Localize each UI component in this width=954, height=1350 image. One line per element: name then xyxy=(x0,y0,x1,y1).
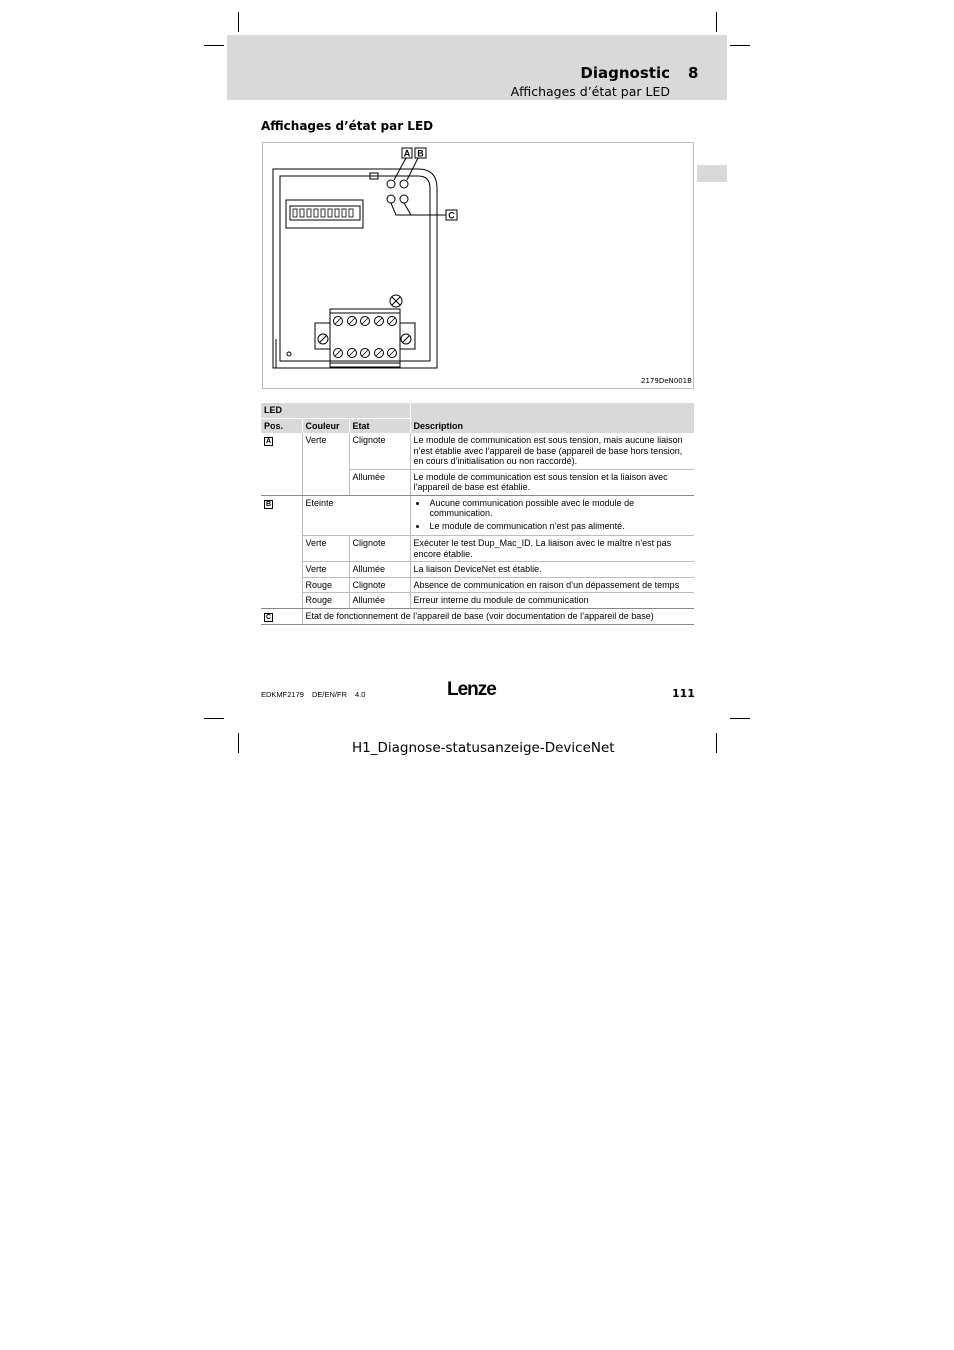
figure-id: 2179DeN001B xyxy=(641,377,692,385)
column-header-etat: Etat xyxy=(349,418,410,433)
crop-mark xyxy=(204,45,224,46)
couleur-cell: Verte xyxy=(302,433,349,495)
table-row xyxy=(261,536,694,562)
table-row xyxy=(261,577,694,593)
description-cell: La liaison DeviceNet est établie. xyxy=(410,562,694,578)
device-figure xyxy=(262,142,694,389)
lenze-logo: Lenze xyxy=(447,679,496,700)
list-item: • Aucune communication possible avec le module de communication. xyxy=(428,498,692,519)
table-row xyxy=(261,593,694,609)
table-row xyxy=(261,495,694,536)
table-row xyxy=(261,562,694,578)
figure-label-b: B xyxy=(417,148,424,159)
table-group-header: LED xyxy=(261,403,410,418)
position-label: C xyxy=(265,613,272,621)
chapter-side-tab xyxy=(697,165,727,182)
etat-cell: Allumée xyxy=(349,469,410,495)
crop-mark xyxy=(716,12,717,32)
description-cell xyxy=(410,495,694,536)
doc-code: EDKMF2179 xyxy=(261,690,304,699)
couleur-cell: Rouge xyxy=(302,593,349,609)
chapter-title: Diagnostic xyxy=(580,64,670,82)
doc-version: 4.0 xyxy=(354,690,366,699)
column-header-description: Description xyxy=(410,403,694,433)
table-row xyxy=(261,608,694,624)
crop-mark xyxy=(238,733,239,753)
crop-mark xyxy=(730,45,750,46)
chapter-subtitle: Affichages d’état par LED xyxy=(510,84,670,99)
couleur-etat-cell: Eteinte xyxy=(302,495,410,536)
etat-cell: Clignote xyxy=(349,536,410,562)
description-cell: Absence de communication en raison d’un dépassement de temps xyxy=(410,577,694,593)
crop-mark xyxy=(238,12,239,32)
crop-mark xyxy=(204,718,224,719)
description-cell: Le module de communication est sous tension et la liaison avec l’appareil de base est établie. xyxy=(410,469,694,495)
doc-languages: DE/EN/FR xyxy=(311,690,347,699)
list-item: • Le module de communication n’est pas alimenté. xyxy=(428,521,692,532)
bullet-list xyxy=(414,498,692,532)
etat-cell: Allumée xyxy=(349,562,410,578)
etat-cell: Clignote xyxy=(349,433,410,469)
couleur-cell: Verte xyxy=(302,562,349,578)
table-row xyxy=(261,433,694,469)
crop-mark xyxy=(716,733,717,753)
job-caption: H1_Diagnose-statusanzeige-DeviceNet xyxy=(352,740,615,756)
description-cell: Le module de communication est sous tension, mais aucune liaison n’est établie avec l’appareil de base (appareil de base hors tension, en cours d’initialisation ou non raccordé). xyxy=(410,433,694,469)
description-cell: Exécuter le test Dup_Mac_ID. La liaison avec le maître n’est pas encore établie. xyxy=(410,536,694,562)
figure-label-c: C xyxy=(448,210,455,221)
description-cell: Etat de fonctionnement de l’appareil de base (voir documentation de l’appareil de base) xyxy=(302,608,694,624)
footer-doc-info xyxy=(261,690,373,699)
device-drawing xyxy=(263,143,695,390)
couleur-cell: Rouge xyxy=(302,577,349,593)
description-cell: Erreur interne du module de communication xyxy=(410,593,694,609)
figure-label-a: A xyxy=(403,148,411,159)
chapter-number: 8 xyxy=(688,64,699,82)
crop-mark xyxy=(730,718,750,719)
column-header-couleur: Couleur xyxy=(302,418,349,433)
position-label: A xyxy=(265,438,272,445)
column-header-pos: Pos. xyxy=(261,418,302,433)
position-label: B xyxy=(265,500,272,508)
couleur-cell: Verte xyxy=(302,536,349,562)
led-status-table xyxy=(261,403,694,625)
section-title: Affichages d’état par LED xyxy=(261,119,434,133)
etat-cell: Allumée xyxy=(349,593,410,609)
etat-cell: Clignote xyxy=(349,577,410,593)
page-number: 111 xyxy=(672,687,695,700)
